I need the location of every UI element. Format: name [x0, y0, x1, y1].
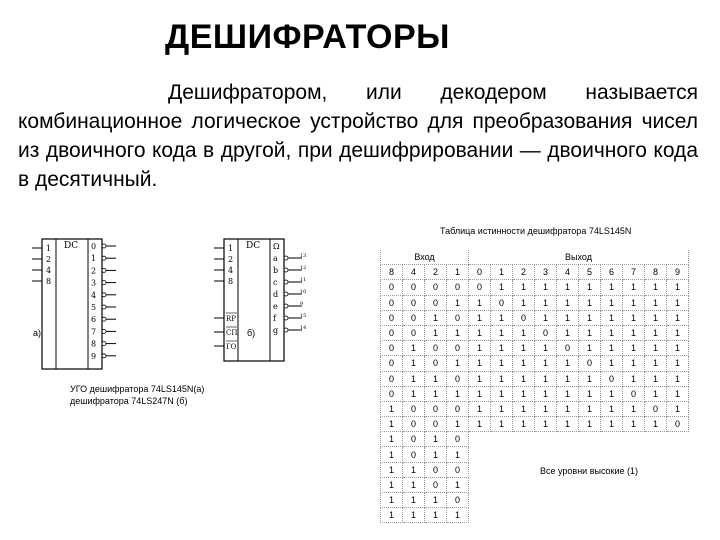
- input-cell: 0: [381, 371, 403, 386]
- decoder-b-input-label: 1: [228, 244, 234, 253]
- output-cell: 1: [601, 295, 623, 310]
- decoder-a-output-label: 2: [91, 266, 97, 276]
- decoder-a-input-label: 8: [46, 277, 52, 286]
- output-cell: 0: [513, 310, 535, 325]
- input-cell: 0: [403, 325, 425, 340]
- input-cell: 1: [381, 417, 403, 432]
- decoder-b-inversion-bubble: [284, 268, 288, 272]
- definition-paragraph: [18, 78, 698, 194]
- output-column-header: 6: [601, 265, 623, 280]
- input-cell: 1: [381, 508, 403, 523]
- output-cell: 1: [667, 310, 689, 325]
- definition-text: Дешифратором, или декодером называется комбинационное логическое устройство для преобразования чисел из двоичного кода в другой, при дешифрировании — двоичного кода в десятичный.: [18, 81, 698, 191]
- output-cell: 1: [557, 295, 579, 310]
- decoder-a-output-label: 3: [91, 278, 97, 288]
- input-cell: 0: [425, 356, 447, 371]
- table-row: [381, 341, 689, 356]
- output-cell: 1: [491, 371, 513, 386]
- decoder-b-control-label: СП: [226, 329, 238, 337]
- decoder-b-inversion-bubble: [284, 292, 288, 296]
- table-row: [381, 386, 689, 401]
- output-cell: 1: [623, 310, 645, 325]
- input-column-header: 2: [425, 265, 447, 280]
- output-cell: 1: [645, 295, 667, 310]
- output-cell: 1: [513, 325, 535, 340]
- input-cell: 1: [425, 508, 447, 523]
- input-cell: 1: [447, 447, 469, 462]
- output-cell: 0: [601, 371, 623, 386]
- input-cell: 0: [403, 401, 425, 416]
- table-row: [381, 432, 689, 447]
- decoder-b-pin-number: 14: [300, 325, 307, 331]
- decoder-b-output-label: c: [273, 278, 278, 287]
- input-column-header: 4: [403, 265, 425, 280]
- table-row: [381, 417, 689, 432]
- decoder-a-header: DC: [64, 241, 79, 251]
- input-cell: 0: [381, 280, 403, 295]
- input-cell: 1: [425, 386, 447, 401]
- output-cell: 1: [491, 341, 513, 356]
- output-cell: 1: [513, 417, 535, 432]
- decoder-b-inversion-bubble: [284, 328, 288, 332]
- output-cell: 0: [623, 386, 645, 401]
- input-cell: 1: [381, 447, 403, 462]
- output-cell: 1: [469, 295, 491, 310]
- truth-table: [380, 250, 689, 523]
- decoder-b-output-label: g: [273, 326, 279, 335]
- decoder-a-input-label: 4: [46, 266, 52, 275]
- truth-table-group-header: [381, 250, 689, 265]
- decoder-b-pin-number: 11: [300, 277, 307, 283]
- table-row: [381, 310, 689, 325]
- input-cell: 0: [447, 280, 469, 295]
- output-cell: 1: [579, 325, 601, 340]
- decoder-b-output-label: d: [273, 290, 279, 299]
- input-cell: 0: [425, 417, 447, 432]
- decoder-b-input-label: 4: [228, 266, 234, 275]
- input-cell: 0: [447, 341, 469, 356]
- input-cell: 1: [447, 325, 469, 340]
- output-cell: 0: [557, 341, 579, 356]
- decoder-a-inversion-bubble: [102, 305, 106, 309]
- output-cell: 1: [645, 310, 667, 325]
- input-cell: 1: [381, 477, 403, 492]
- ugo-caption-line-1: УГО дешифратора 74LS145N(а): [70, 384, 205, 394]
- output-column-header: 7: [623, 265, 645, 280]
- input-cell: 0: [425, 295, 447, 310]
- output-cell: 1: [601, 417, 623, 432]
- output-column-header: 2: [513, 265, 535, 280]
- output-cell: 1: [535, 310, 557, 325]
- output-cell: 1: [535, 356, 557, 371]
- output-cell: 1: [469, 401, 491, 416]
- output-cell: 1: [535, 417, 557, 432]
- output-cell: 1: [623, 417, 645, 432]
- input-cell: 0: [447, 401, 469, 416]
- input-cell: 0: [381, 310, 403, 325]
- input-cell: 0: [403, 280, 425, 295]
- decoder-b-header: DC: [246, 241, 261, 251]
- output-cell: 1: [579, 310, 601, 325]
- decoder-b-output-label: e: [273, 302, 278, 311]
- output-cell: 1: [513, 280, 535, 295]
- output-cell: 1: [579, 371, 601, 386]
- decoder-a-output-label: 1: [91, 254, 97, 264]
- output-cell: 1: [601, 401, 623, 416]
- decoder-a-symbol: [30, 236, 120, 376]
- output-blank-area: [469, 432, 689, 523]
- output-cell: 1: [557, 356, 579, 371]
- ugo-caption: [70, 383, 204, 407]
- decoder-b-pin-number: 15: [300, 313, 307, 319]
- input-cell: 0: [447, 432, 469, 447]
- input-cell: 1: [381, 401, 403, 416]
- output-cell: 1: [491, 356, 513, 371]
- decoder-b-input-label: 2: [228, 255, 234, 264]
- output-cell: 1: [623, 371, 645, 386]
- output-cell: 1: [557, 401, 579, 416]
- output-cell: 1: [469, 356, 491, 371]
- input-cell: 0: [447, 462, 469, 477]
- output-cell: 1: [535, 295, 557, 310]
- output-cell: 1: [469, 341, 491, 356]
- decoder-a-inversion-bubble: [102, 281, 106, 285]
- output-cell: 1: [469, 371, 491, 386]
- diagram-b-label: б): [247, 328, 256, 338]
- output-cell: 1: [491, 386, 513, 401]
- output-column-header: 9: [667, 265, 689, 280]
- input-cell: 1: [447, 386, 469, 401]
- decoder-b-control-label: RP: [226, 315, 236, 323]
- output-column-header: 0: [469, 265, 491, 280]
- output-cell: 1: [469, 386, 491, 401]
- output-cell: 1: [579, 386, 601, 401]
- table-row: [381, 371, 689, 386]
- input-cell: 0: [425, 341, 447, 356]
- output-cell: 1: [667, 341, 689, 356]
- output-cell: 1: [645, 356, 667, 371]
- output-cell: 1: [557, 310, 579, 325]
- input-cell: 1: [425, 310, 447, 325]
- truth-table-column-header: [381, 265, 689, 280]
- output-cell: 0: [579, 356, 601, 371]
- input-cell: 1: [403, 477, 425, 492]
- decoder-b-output-label: a: [273, 254, 278, 263]
- input-cell: 1: [403, 493, 425, 508]
- input-cell: 0: [447, 310, 469, 325]
- output-cell: 1: [579, 401, 601, 416]
- input-cell: 1: [447, 508, 469, 523]
- output-cell: 1: [557, 280, 579, 295]
- output-cell: 1: [601, 341, 623, 356]
- output-cell: 1: [601, 310, 623, 325]
- output-cell: 1: [623, 401, 645, 416]
- output-cell: 1: [491, 325, 513, 340]
- input-cell: 1: [425, 493, 447, 508]
- output-cell: 1: [579, 417, 601, 432]
- input-column-header: 1: [447, 265, 469, 280]
- decoder-a-input-label: 1: [46, 244, 52, 253]
- decoder-a-input-label: 2: [46, 255, 52, 264]
- input-cell: 1: [381, 432, 403, 447]
- input-cell: 1: [403, 371, 425, 386]
- decoder-a-inversion-bubble: [102, 329, 106, 333]
- decoder-b-pin-number: 9: [300, 301, 304, 307]
- decoder-b-inversion-bubble: [284, 280, 288, 284]
- output-cell: 1: [491, 417, 513, 432]
- input-cell: 0: [381, 356, 403, 371]
- decoder-a-inversion-bubble: [102, 244, 106, 248]
- output-cell: 1: [623, 356, 645, 371]
- table-row: [381, 325, 689, 340]
- input-cell: 1: [425, 325, 447, 340]
- input-cell: 1: [447, 417, 469, 432]
- output-cell: 1: [623, 295, 645, 310]
- output-cell: 1: [535, 401, 557, 416]
- output-cell: 1: [601, 280, 623, 295]
- decoder-a-inversion-bubble: [102, 317, 106, 321]
- output-cell: 1: [579, 341, 601, 356]
- decoder-a-inversion-bubble: [102, 342, 106, 346]
- input-cell: 1: [403, 356, 425, 371]
- input-cell: 0: [381, 325, 403, 340]
- truth-table-note: Все уровни высокие (1): [540, 466, 639, 476]
- input-cell: 0: [425, 280, 447, 295]
- output-cell: 0: [645, 401, 667, 416]
- output-cell: 1: [667, 386, 689, 401]
- input-cell: 0: [447, 493, 469, 508]
- input-cell: 1: [381, 493, 403, 508]
- input-cell: 1: [447, 295, 469, 310]
- output-cell: 1: [513, 401, 535, 416]
- input-cell: 0: [447, 371, 469, 386]
- output-cell: 1: [623, 341, 645, 356]
- decoder-b-inversion-bubble: [284, 256, 288, 260]
- decoder-a-inversion-bubble: [102, 293, 106, 297]
- decoder-b-symbol: [212, 236, 312, 366]
- output-cell: 1: [469, 325, 491, 340]
- input-cell: 0: [425, 462, 447, 477]
- decoder-a-inversion-bubble: [102, 256, 106, 260]
- output-cell: 1: [601, 356, 623, 371]
- input-cell: 1: [403, 508, 425, 523]
- input-cell: 1: [403, 341, 425, 356]
- output-column-header: 5: [579, 265, 601, 280]
- decoder-b-output-label: f: [273, 314, 276, 323]
- output-cell: 1: [491, 280, 513, 295]
- output-column-header: 4: [557, 265, 579, 280]
- decoder-b-control-label: ГО: [226, 343, 237, 351]
- decoder-b-input-label: 8: [228, 277, 234, 286]
- output-cell: 1: [557, 325, 579, 340]
- input-column-header: 8: [381, 265, 403, 280]
- output-cell: 1: [535, 341, 557, 356]
- input-cell: 1: [425, 447, 447, 462]
- output-cell: 1: [667, 325, 689, 340]
- diagram-a-label: a): [33, 328, 42, 338]
- input-cell: 1: [425, 371, 447, 386]
- output-cell: 1: [667, 371, 689, 386]
- decoder-a-output-label: 6: [91, 315, 97, 325]
- output-cell: 1: [469, 417, 491, 432]
- output-cell: 1: [513, 371, 535, 386]
- table-row: [381, 280, 689, 295]
- decoder-a-output-label: 7: [91, 327, 97, 337]
- input-cell: 0: [425, 477, 447, 492]
- output-cell: 1: [557, 371, 579, 386]
- table-row: [381, 401, 689, 416]
- output-cell: 1: [491, 310, 513, 325]
- decoder-a-output-label: 4: [91, 290, 97, 300]
- output-cell: 1: [513, 341, 535, 356]
- input-cell: 0: [403, 432, 425, 447]
- output-cell: 1: [601, 386, 623, 401]
- decoder-a-output-label: 9: [91, 351, 97, 361]
- input-cell: 0: [403, 417, 425, 432]
- ugo-caption-line-2: дешифратора 74LS247N (б): [70, 396, 188, 406]
- output-column-header: 1: [491, 265, 513, 280]
- output-cell: 1: [645, 280, 667, 295]
- decoder-b-pin-number: 12: [300, 265, 307, 271]
- input-cell: 1: [403, 386, 425, 401]
- input-cell: 0: [381, 341, 403, 356]
- output-cell: 0: [535, 325, 557, 340]
- output-cell: 1: [557, 386, 579, 401]
- output-cell: 1: [623, 280, 645, 295]
- output-column-header: 8: [645, 265, 667, 280]
- input-cell: 0: [381, 386, 403, 401]
- decoder-a-output-label: 5: [91, 303, 97, 312]
- output-cell: 1: [645, 341, 667, 356]
- output-group-header: Выход: [469, 250, 689, 265]
- input-cell: 1: [403, 462, 425, 477]
- output-cell: 1: [601, 325, 623, 340]
- decoder-b-pin-number: 13: [300, 253, 307, 259]
- decoder-a-output-label: 8: [91, 339, 97, 349]
- output-cell: 1: [667, 280, 689, 295]
- output-cell: 1: [667, 401, 689, 416]
- input-cell: 1: [447, 356, 469, 371]
- input-cell: 0: [425, 401, 447, 416]
- input-group-header: Вход: [381, 250, 469, 265]
- decoder-a-inversion-bubble: [102, 354, 106, 358]
- output-cell: 1: [513, 386, 535, 401]
- output-cell: 1: [667, 295, 689, 310]
- table-row: [381, 356, 689, 371]
- input-cell: 1: [425, 432, 447, 447]
- input-cell: 0: [381, 295, 403, 310]
- decoder-a-inversion-bubble: [102, 268, 106, 272]
- output-cell: 1: [645, 417, 667, 432]
- output-cell: 0: [491, 295, 513, 310]
- output-cell: 1: [513, 295, 535, 310]
- output-cell: 1: [535, 371, 557, 386]
- output-cell: 1: [645, 371, 667, 386]
- output-cell: 1: [667, 356, 689, 371]
- output-cell: 0: [469, 280, 491, 295]
- output-cell: 1: [579, 280, 601, 295]
- input-cell: 1: [447, 477, 469, 492]
- output-cell: 1: [535, 280, 557, 295]
- decoder-a-output-label: 0: [91, 242, 97, 251]
- decoder-b-inversion-bubble: [284, 304, 288, 308]
- output-cell: 1: [491, 401, 513, 416]
- output-cell: 1: [513, 356, 535, 371]
- output-cell: 1: [557, 417, 579, 432]
- output-cell: 1: [579, 295, 601, 310]
- output-cell: 1: [535, 386, 557, 401]
- input-cell: 0: [403, 295, 425, 310]
- output-cell: 0: [667, 417, 689, 432]
- decoder-b-output-label: b: [273, 266, 279, 275]
- output-cell: 1: [645, 386, 667, 401]
- output-column-header: 3: [535, 265, 557, 280]
- decoder-b-inversion-bubble: [284, 316, 288, 320]
- page-title: ДЕШИФРАТОРЫ: [165, 18, 450, 56]
- decoder-b-pin-number: 10: [300, 289, 307, 295]
- output-cell: 1: [623, 325, 645, 340]
- table-row: [381, 295, 689, 310]
- input-cell: 0: [403, 447, 425, 462]
- input-cell: 1: [381, 462, 403, 477]
- input-cell: 0: [403, 310, 425, 325]
- output-cell: 1: [645, 325, 667, 340]
- output-cell: 1: [469, 310, 491, 325]
- table-caption: Таблица истинности дешифратора 74LS145N: [440, 226, 632, 236]
- decoder-b-omega: Ω: [273, 242, 280, 251]
